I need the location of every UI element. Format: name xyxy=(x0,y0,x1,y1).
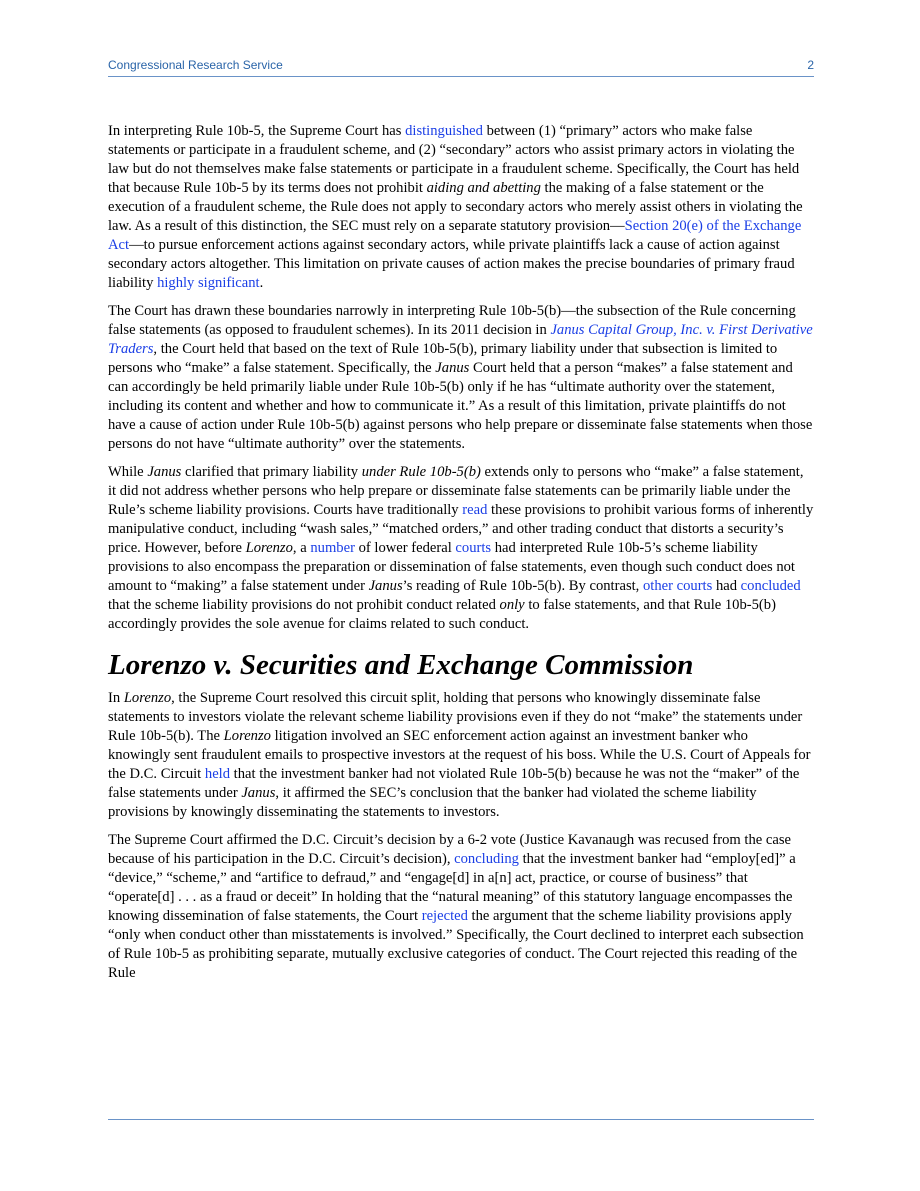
link-section-20e[interactable]: Section 20(e) of the Exchange Act xyxy=(108,218,802,253)
link-read[interactable]: read xyxy=(462,502,488,518)
link-rejected[interactable]: rejected xyxy=(421,908,468,924)
link-highly-significant[interactable]: highly significant xyxy=(157,275,260,291)
page-header xyxy=(108,58,814,76)
document-body xyxy=(108,122,814,992)
link-concluded[interactable]: concluded xyxy=(740,578,801,594)
footer-rule xyxy=(108,1119,814,1120)
link-courts[interactable]: courts xyxy=(455,540,492,556)
header-source: Congressional Research Service xyxy=(108,58,283,72)
paragraph-3: While Janus clarified that primary liability under Rule 10b-5(b) extends only to persons who “make” a false statement, it did not address whether persons who help prepare or disseminate false statements can be primarily liable under the Rule’s scheme liability provisions. Courts have traditionally read these provisions to prohibit various forms of inherently manipulative conduct, including “wash sales,” “matched orders,” and other trading conduct that distorts a security’s price. However, before Lorenzo, a number of lower federal courts had interpreted Rule 10b-5’s scheme liability provisions to also encompass the preparation or dissemination of false statements, even though such conduct does not amount to “making” a false statement under Janus’s reading of Rule 10b-5(b). By contrast, other courts had concluded that the scheme liability provisions do not prohibit conduct related only to false statements, and that Rule 10b-5(b) accordingly provides the sole avenue for claims related to such conduct. xyxy=(108,464,814,632)
paragraph-2: The Court has drawn these boundaries narrowly in interpreting Rule 10b-5(b)—the subsection of the Rule concerning false statements (as opposed to fraudulent schemes). In its 2011 decision in Janus Capital Group, Inc. v. First Derivative Traders, the Court held that based on the text of Rule 10b-5(b), primary liability under that subsection is limited to persons who “make” a false statement. Specifically, the Janus Court held that a person “makes” a false statement and can accordingly be held primarily liable under Rule 10b-5(b) only if he has “ultimate authority over the statement, including its content and whether and how to communicate it.” As a result of this limitation, private plaintiffs do not have a cause of action under Rule 10b-5(b) against persons who help prepare or disseminate false statements when those persons do not have “ultimate authority” over the statements. xyxy=(108,303,813,452)
link-janus-capital[interactable]: Janus Capital Group, Inc. v. First Derivative Traders xyxy=(108,322,813,357)
section-heading: Lorenzo v. Securities and Exchange Commission xyxy=(108,649,694,681)
link-concluding[interactable]: concluding xyxy=(454,851,519,867)
paragraph-4: In Lorenzo, the Supreme Court resolved this circuit split, holding that persons who knowingly disseminate false statements to investors violate the relevant scheme liability provisions even if they do not “make” the statements under Rule 10b-5(b). The Lorenzo litigation involved an SEC enforcement action against an investment banker who knowingly sent fraudulent emails to prospective investors at the request of his boss. While the U.S. Court of Appeals for the D.C. Circuit held that the investment banker had not violated Rule 10b-5(b) because he was not the “maker” of the false statements under Janus, it affirmed the SEC’s conclusion that the banker had violated the scheme liability provisions by knowingly disseminating the statements to investors. xyxy=(108,690,811,820)
header-rule xyxy=(108,76,814,77)
link-number[interactable]: number xyxy=(310,540,355,556)
paragraph-5: The Supreme Court affirmed the D.C. Circuit’s decision by a 6-2 vote (Justice Kavanaugh was recused from the case because of his participation in the D.C. Circuit’s decision), concluding that the investment banker had “employ[ed]” a “device,” “scheme,” and “artifice to defraud,” and “engage[d] in a[n] act, practice, or course of business” that “operate[d] . . . as a fraud or deceit” In holding that the “natural meaning” of this statutory language encompasses the knowing dissemination of false statements, the Court rejected the argument that the scheme liability provisions apply “only when conduct other than misstatements is involved.” Specifically, the Court declined to interpret each subsection of Rule 10b-5 as prohibiting separate, mutually exclusive categories of conduct. The Court rejected this reading of the Rule xyxy=(108,832,804,981)
page-number: 2 xyxy=(807,58,814,72)
paragraph-1: In interpreting Rule 10b-5, the Supreme Court has distinguished between (1) “primary” actors who make false statements or participate in a fraudulent scheme, and (2) “secondary” actors who assist primary actors in violating the law but do not themselves make false statements or participate in a fraudulent scheme. Specifically, the Court has held that because Rule 10b-5 by its terms does not prohibit aiding and abetting the making of a false statement or the execution of a fraudulent scheme, the Rule does not apply to secondary actors who merely assist others in violating the law. As a result of this distinction, the SEC must rely on a separate statutory provision—Section 20(e) of the Exchange Act—to pursue enforcement actions against secondary actors, while private plaintiffs lack a cause of action against secondary actors altogether. This limitation on private causes of action makes the precise boundaries of primary fraud liability highly significant. xyxy=(108,123,803,291)
link-held[interactable]: held xyxy=(204,766,231,782)
link-other-courts[interactable]: other courts xyxy=(642,578,713,594)
link-distinguished[interactable]: distinguished xyxy=(405,123,483,139)
